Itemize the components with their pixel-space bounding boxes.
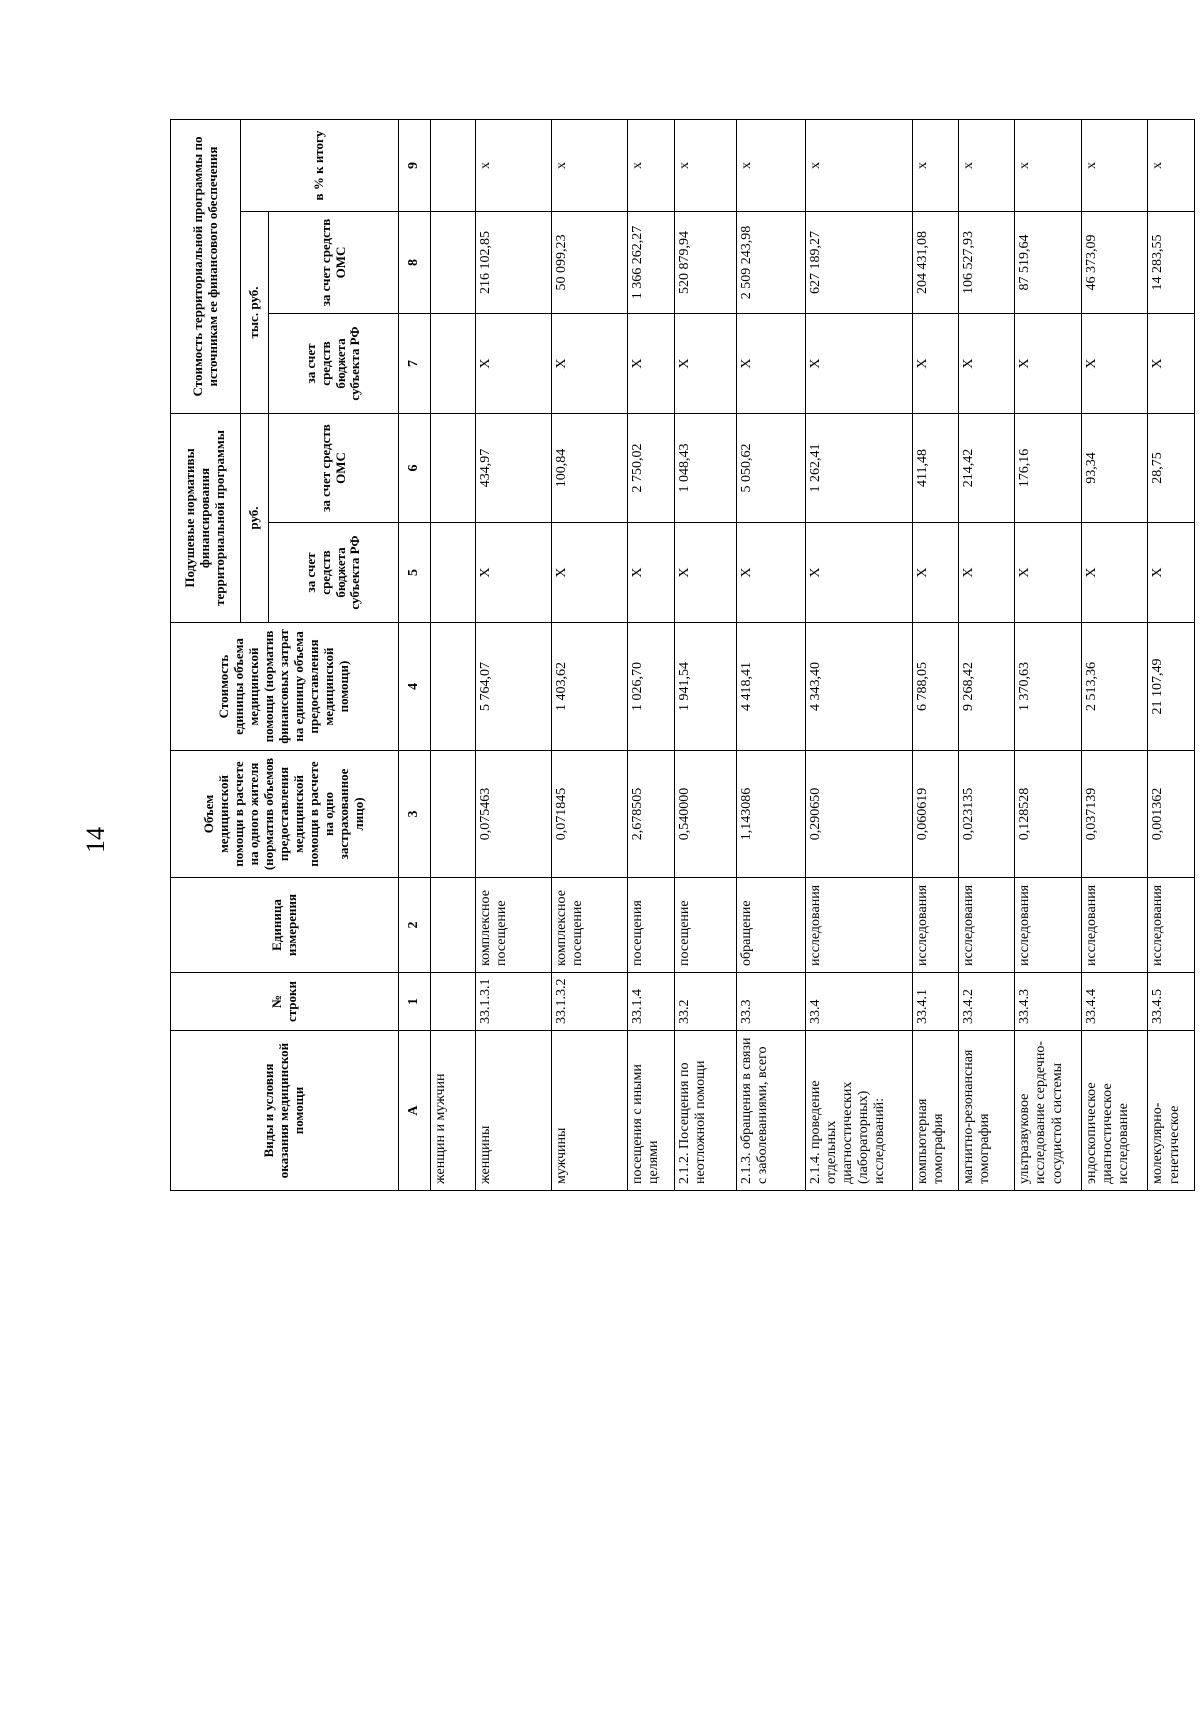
row-unit-cost: 21 107,49 [1148, 623, 1195, 751]
row-unit: исследования [1015, 878, 1082, 973]
row-name: 2.1.4. проведение отдельных диагностических (лабораторных) исследований: [805, 1031, 912, 1191]
row-volume: 0,075463 [475, 751, 551, 878]
row-cost-budget: Х [737, 314, 806, 414]
row-volume: 1,143086 [737, 751, 806, 878]
header-norms-unit: руб. [241, 414, 269, 623]
financing-table [170, 119, 1195, 1191]
row-percent: х [912, 120, 958, 212]
row-name: молекулярно-генетическое [1148, 1031, 1195, 1191]
row-norm-oms: 176,16 [1015, 414, 1082, 523]
row-name: 2.1.3. обращения в связи с заболеваниями, всего [737, 1031, 806, 1191]
row-cost-oms [431, 212, 476, 314]
row-name: эндоскопическое диагностическое исследование [1081, 1031, 1148, 1191]
row-volume: 0,071845 [552, 751, 628, 878]
header-program-cost: Стоимость территориальной программы по источникам ее финансового обеспечения [171, 120, 241, 414]
row-unit: комплексное посещение [475, 878, 551, 973]
row-norm-budget: Х [628, 523, 674, 623]
row-cost-budget: Х [674, 314, 736, 414]
row-volume: 0,128528 [1015, 751, 1082, 878]
row-cost-oms: 14 283,55 [1148, 212, 1195, 314]
header-norm-budget: за счет средств бюджета субъекта РФ [269, 523, 399, 623]
row-norm-budget: Х [1148, 523, 1195, 623]
column-number: 1 [399, 973, 431, 1031]
row-percent: х [1081, 120, 1148, 212]
row-name: ультразвуковое исследование сердечно-сосудистой системы [1015, 1031, 1082, 1191]
row-cost-oms: 2 509 243,98 [737, 212, 806, 314]
row-cost-oms: 87 519,64 [1015, 212, 1082, 314]
row-norm-budget: Х [959, 523, 1015, 623]
row-volume: 0,060619 [912, 751, 958, 878]
column-number: 8 [399, 212, 431, 314]
header-row-number: № строки [171, 973, 399, 1031]
row-name: посещения с иными целями [628, 1031, 674, 1191]
row-volume: 0,540000 [674, 751, 736, 878]
page-number: 14 [81, 827, 110, 853]
row-code: 33.4 [805, 973, 912, 1031]
row-cost-budget: Х [912, 314, 958, 414]
row-norm-budget: Х [805, 523, 912, 623]
table-row [431, 120, 476, 1191]
row-norm-budget [431, 523, 476, 623]
row-percent: х [737, 120, 806, 212]
table-row [552, 120, 628, 1191]
table-header [171, 120, 431, 1191]
table-row [674, 120, 736, 1191]
table-row [959, 120, 1015, 1191]
row-code: 33.4.3 [1015, 973, 1082, 1031]
column-number: 7 [399, 314, 431, 414]
row-unit-cost: 6 788,05 [912, 623, 958, 751]
row-norm-budget: Х [1015, 523, 1082, 623]
column-number: 6 [399, 414, 431, 523]
row-cost-budget: Х [805, 314, 912, 414]
row-unit-cost: 1 370,63 [1015, 623, 1082, 751]
column-number: 9 [399, 120, 431, 212]
row-norm-oms: 2 750,02 [628, 414, 674, 523]
row-volume [431, 751, 476, 878]
row-name: женщины [475, 1031, 551, 1191]
row-unit-cost: 1 403,62 [552, 623, 628, 751]
row-unit-cost: 4 418,41 [737, 623, 806, 751]
row-cost-budget: Х [1148, 314, 1195, 414]
row-unit: исследования [959, 878, 1015, 973]
table-row [1015, 120, 1082, 1191]
table-row [1081, 120, 1148, 1191]
row-unit: исследования [912, 878, 958, 973]
row-code: 33.4.1 [912, 973, 958, 1031]
row-code: 33.1.3.1 [475, 973, 551, 1031]
row-name: магнитно-резонансная томография [959, 1031, 1015, 1191]
row-volume: 0,001362 [1148, 751, 1195, 878]
row-cost-oms: 50 099,23 [552, 212, 628, 314]
row-cost-budget: Х [475, 314, 551, 414]
row-percent: х [674, 120, 736, 212]
row-unit-cost: 9 268,42 [959, 623, 1015, 751]
row-code [431, 973, 476, 1031]
table-row [475, 120, 551, 1191]
row-unit: комплексное посещение [552, 878, 628, 973]
column-number: 2 [399, 878, 431, 973]
row-norm-budget: Х [1081, 523, 1148, 623]
row-percent: х [1015, 120, 1082, 212]
row-percent: х [628, 120, 674, 212]
row-cost-oms: 216 102,85 [475, 212, 551, 314]
row-norm-budget: Х [552, 523, 628, 623]
header-cost-budget: за счет средств бюджета субъекта РФ [269, 314, 399, 414]
table-row [805, 120, 912, 1191]
table-row [737, 120, 806, 1191]
row-cost-budget: Х [552, 314, 628, 414]
row-cost-budget: Х [628, 314, 674, 414]
table-row [1148, 120, 1195, 1191]
column-number: 3 [399, 751, 431, 878]
row-code: 33.1.4 [628, 973, 674, 1031]
row-cost-oms: 1 366 262,27 [628, 212, 674, 314]
row-norm-oms: 100,84 [552, 414, 628, 523]
row-percent: х [1148, 120, 1195, 212]
row-unit-cost: 2 513,36 [1081, 623, 1148, 751]
row-cost-oms: 204 431,08 [912, 212, 958, 314]
row-cost-oms: 106 527,93 [959, 212, 1015, 314]
row-norm-oms: 28,75 [1148, 414, 1195, 523]
header-unit-cost: Стоимость единицы объема медицинской помощи (норматив финансовых затрат на единицу объема предоставления медицинской помощи) [171, 623, 399, 751]
row-unit: посещение [674, 878, 736, 973]
row-unit-cost: 1 026,70 [628, 623, 674, 751]
row-unit [431, 878, 476, 973]
row-code: 33.4.4 [1081, 973, 1148, 1031]
table-body [431, 120, 1195, 1191]
row-percent: х [959, 120, 1015, 212]
row-norm-oms [431, 414, 476, 523]
row-norm-oms: 1 048,43 [674, 414, 736, 523]
row-unit: исследования [1081, 878, 1148, 973]
header-per-capita-norms: Подушевые нормативы финансирования территориальной программы [171, 414, 241, 623]
row-volume: 0,023135 [959, 751, 1015, 878]
row-norm-budget: Х [912, 523, 958, 623]
rotated-table-container [170, 120, 1195, 1191]
row-percent [431, 120, 476, 212]
row-name: 2.1.2. Посещения по неотложной помощи [674, 1031, 736, 1191]
row-percent: х [475, 120, 551, 212]
header-norm-oms: за счет средств ОМС [269, 414, 399, 523]
row-code: 33.1.3.2 [552, 973, 628, 1031]
row-norm-budget: Х [674, 523, 736, 623]
header-cost-unit: тыс. руб. [241, 212, 269, 414]
row-code: 33.3 [737, 973, 806, 1031]
row-norm-oms: 1 262,41 [805, 414, 912, 523]
row-code: 33.4.2 [959, 973, 1015, 1031]
row-percent: х [552, 120, 628, 212]
row-name: компьютерная томография [912, 1031, 958, 1191]
header-volume: Объем медицинской помощи в расчете на одного жителя (норматив объемов предоставления медицинской помощи в расчете на одно застрахованное лицо) [171, 751, 399, 878]
header-percent: в % к итогу [241, 120, 399, 212]
column-number: А [399, 1031, 431, 1191]
row-norm-oms: 5 050,62 [737, 414, 806, 523]
table-row [912, 120, 958, 1191]
row-volume: 0,290650 [805, 751, 912, 878]
row-norm-oms: 93,34 [1081, 414, 1148, 523]
row-volume: 2,678505 [628, 751, 674, 878]
row-volume: 0,037139 [1081, 751, 1148, 878]
row-norm-budget: Х [737, 523, 806, 623]
header-cost-oms: за счет средств ОМС [269, 212, 399, 314]
row-unit-cost [431, 623, 476, 751]
row-cost-oms: 627 189,27 [805, 212, 912, 314]
row-cost-oms: 520 879,94 [674, 212, 736, 314]
row-cost-budget [431, 314, 476, 414]
row-unit-cost: 5 764,07 [475, 623, 551, 751]
column-number: 5 [399, 523, 431, 623]
row-norm-budget: Х [475, 523, 551, 623]
header-kinds: Виды и условия оказания медицинской помощи [171, 1031, 399, 1191]
row-code: 33.2 [674, 973, 736, 1031]
row-cost-budget: Х [1081, 314, 1148, 414]
row-cost-budget: Х [959, 314, 1015, 414]
row-unit-cost: 1 941,54 [674, 623, 736, 751]
row-unit: посещения [628, 878, 674, 973]
row-name: мужчины [552, 1031, 628, 1191]
row-norm-oms: 411,48 [912, 414, 958, 523]
row-unit: исследования [1148, 878, 1195, 973]
column-number: 4 [399, 623, 431, 751]
row-percent: х [805, 120, 912, 212]
row-name: женщин и мужчин [431, 1031, 476, 1191]
row-unit-cost: 4 343,40 [805, 623, 912, 751]
row-unit: исследования [805, 878, 912, 973]
row-cost-budget: Х [1015, 314, 1082, 414]
row-norm-oms: 434,97 [475, 414, 551, 523]
column-number-row [399, 120, 431, 1191]
table-row [628, 120, 674, 1191]
header-unit: Единица измерения [171, 878, 399, 973]
row-unit: обращение [737, 878, 806, 973]
row-code: 33.4.5 [1148, 973, 1195, 1031]
row-norm-oms: 214,42 [959, 414, 1015, 523]
row-cost-oms: 46 373,09 [1081, 212, 1148, 314]
